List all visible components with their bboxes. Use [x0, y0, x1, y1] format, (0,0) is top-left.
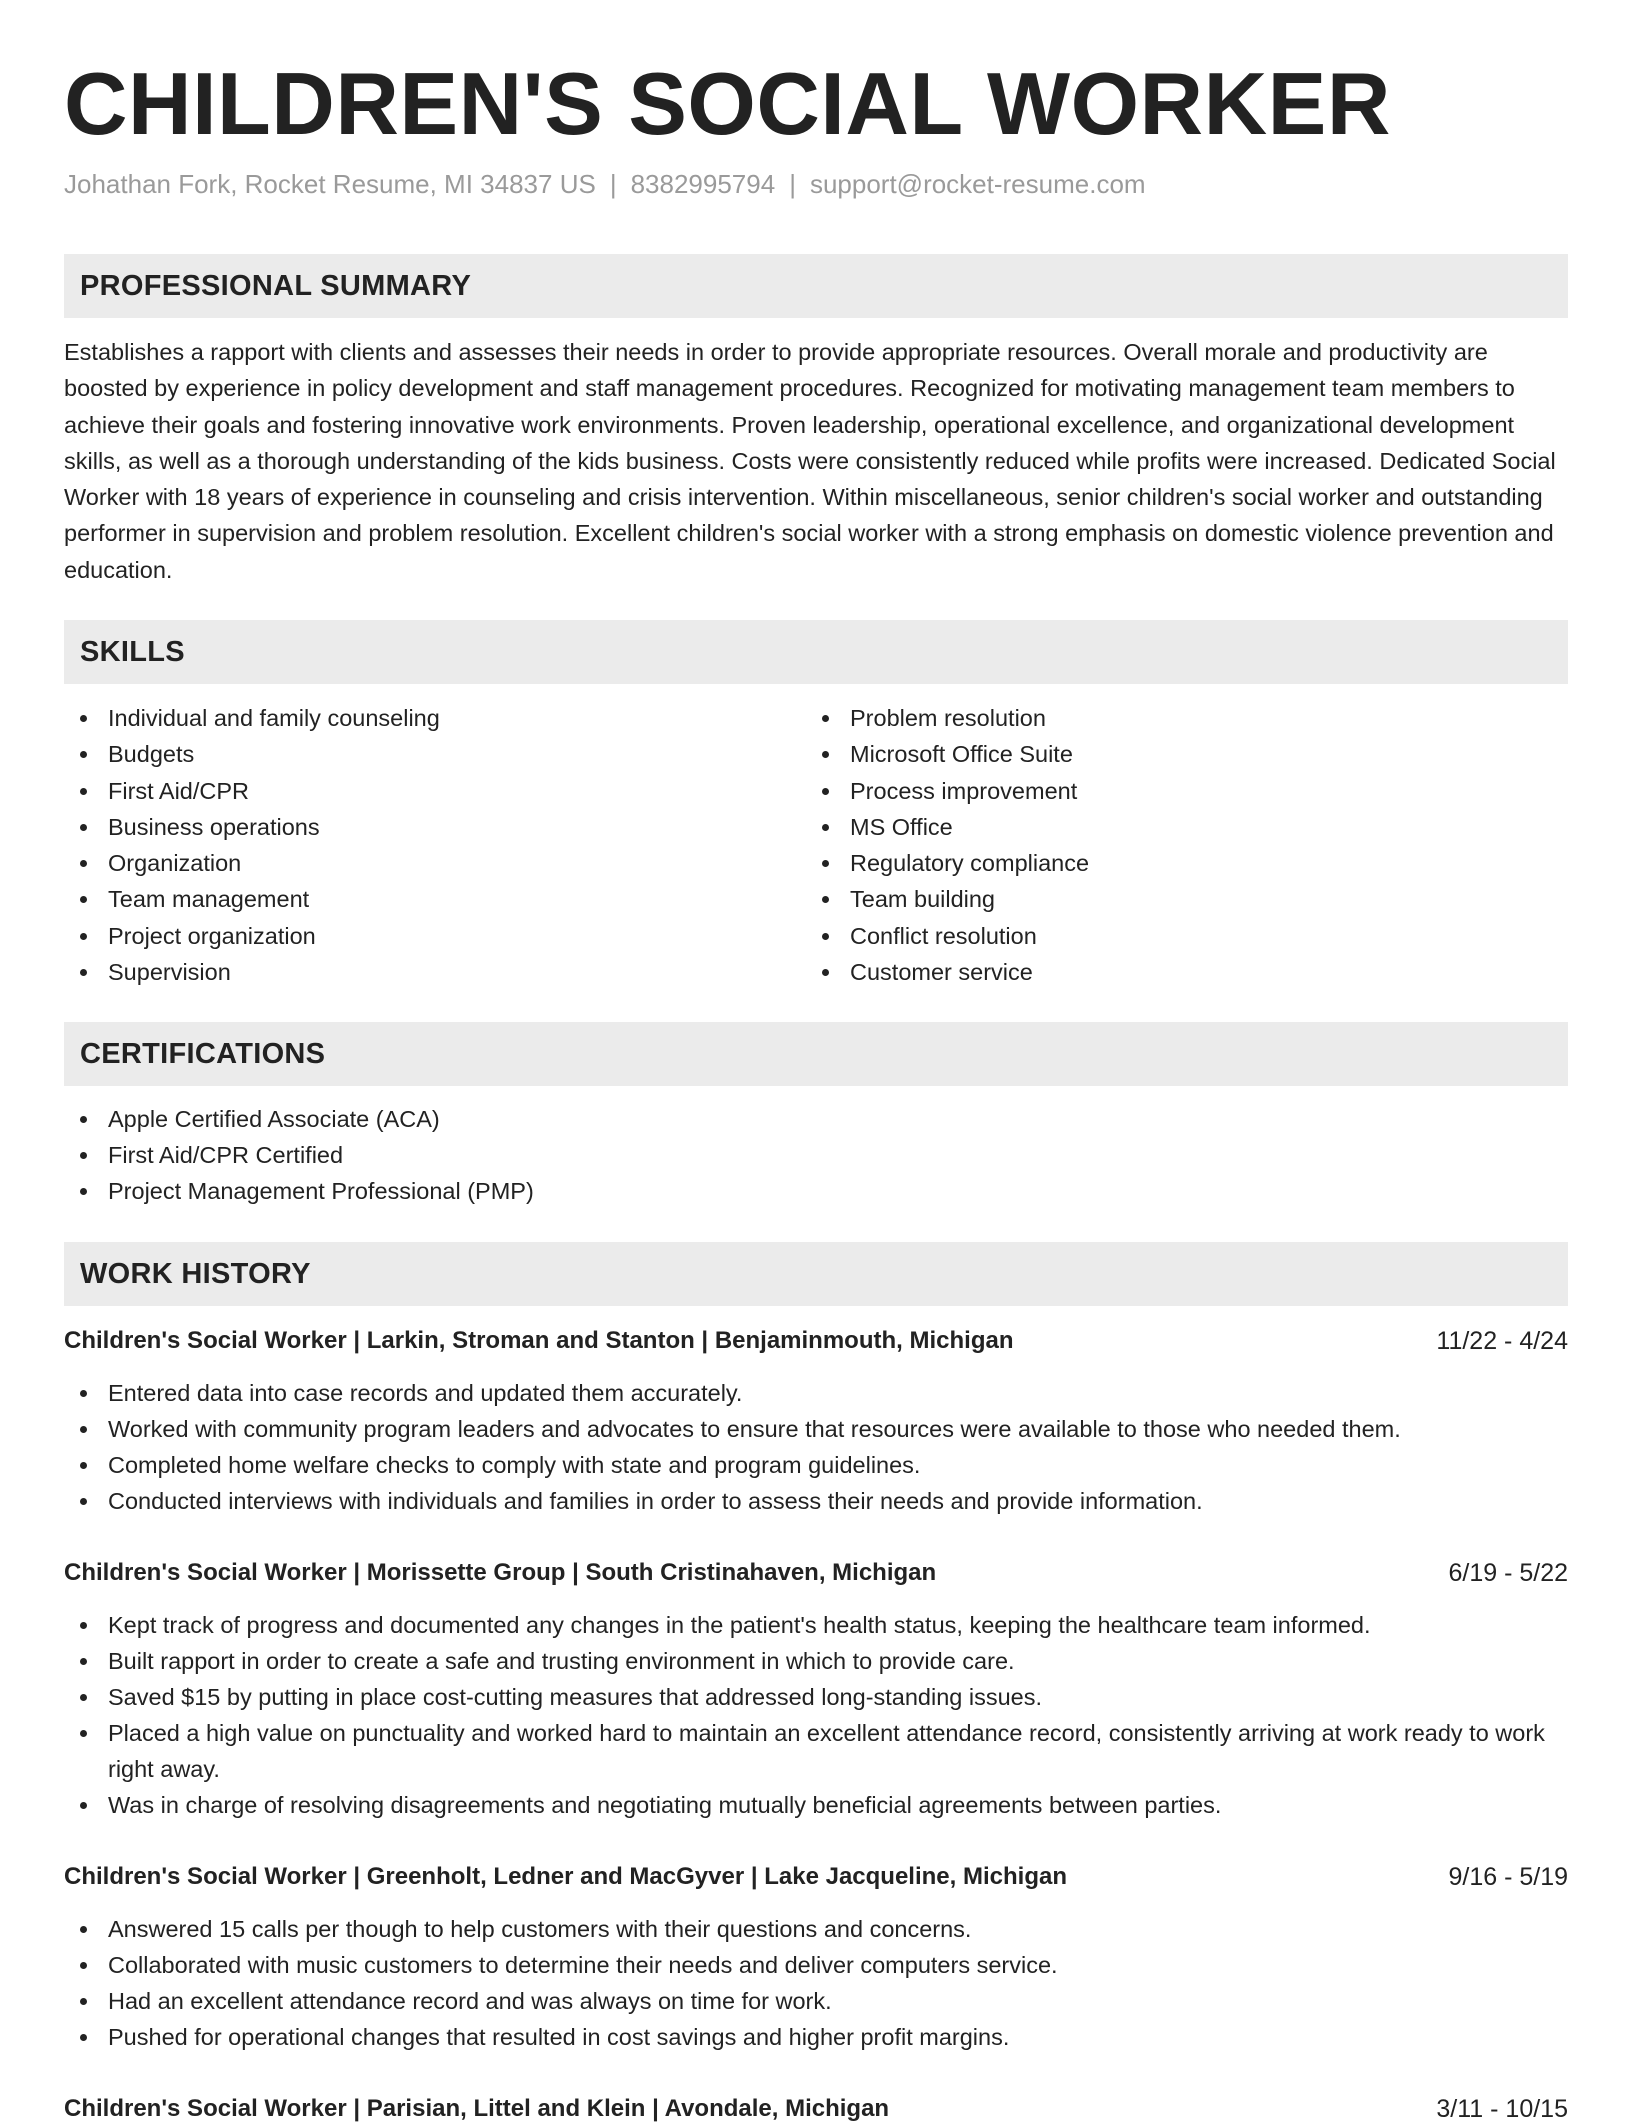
skill-item: Problem resolution	[806, 700, 1546, 736]
skill-item: Process improvement	[806, 773, 1546, 809]
job-bullet: Placed a high value on punctuality and worked hard to maintain an excellent attendance record, consistently arriving at work ready to work right away.	[64, 1715, 1568, 1787]
certification-item: Apple Certified Associate (ACA)	[64, 1101, 1568, 1137]
job-dates: 3/11 - 10/15	[1436, 2095, 1568, 2123]
skills-column-left	[64, 700, 804, 990]
skill-item: Regulatory compliance	[806, 845, 1546, 881]
contact-separator: |	[789, 169, 796, 199]
job-heading: Children's Social Worker | Parisian, Littel and Klein | Avondale, Michigan	[64, 2095, 890, 2122]
skill-item: Project organization	[64, 918, 804, 954]
job-bullet: Answered 15 calls per though to help customers with their questions and concerns.	[64, 1911, 1568, 1947]
job-bullet: Was in charge of resolving disagreements and negotiating mutually beneficial agreements between parties.	[64, 1787, 1568, 1823]
job-bullet: Conducted interviews with individuals and families in order to assess their needs and provide information.	[64, 1483, 1568, 1519]
contact-address: Johathan Fork, Rocket Resume, MI 34837 US	[64, 169, 596, 199]
job-heading-row	[64, 1555, 1568, 1591]
job-heading: Children's Social Worker | Morissette Group | South Cristinahaven, Michigan	[64, 1559, 937, 1586]
skill-item: Team building	[806, 881, 1546, 917]
job-entry	[64, 1859, 1568, 2055]
job-dates: 9/16 - 5/19	[1448, 1863, 1568, 1891]
job-bullet: Pushed for operational changes that resulted in cost savings and higher profit margins.	[64, 2019, 1568, 2055]
job-heading: Children's Social Worker | Greenholt, Ledner and MacGyver | Lake Jacqueline, Michigan	[64, 1863, 1067, 1890]
skill-item: MS Office	[806, 809, 1546, 845]
section-heading-summary: PROFESSIONAL SUMMARY	[64, 254, 1568, 318]
job-bullets	[64, 1911, 1568, 2055]
summary-text: Establishes a rapport with clients and assesses their needs in order to provide appropriate resources. Overall morale and productivity are boosted by experience in policy development and staff management procedures. Recognized for motivating management team members to achieve their goals and fostering innovative work environments. Proven leadership, operational excellence, and organizational development skills, as well as a thorough understanding of the kids business. Costs were consistently reduced while profits were increased. Dedicated Social Worker with 18 years of experience in counseling and crisis intervention. Within miscellaneous, senior children's social worker and outstanding performer in supervision and problem resolution. Excellent children's social worker with a strong emphasis on domestic violence prevention and education.	[64, 339, 1556, 583]
skill-item: Conflict resolution	[806, 918, 1546, 954]
job-bullet: Worked with community program leaders and advocates to ensure that resources were available to those who needed them.	[64, 1411, 1568, 1447]
skill-item: Business operations	[64, 809, 804, 845]
job-heading-row	[64, 2091, 1568, 2127]
skill-item: Budgets	[64, 736, 804, 772]
job-heading: Children's Social Worker | Larkin, Stroman and Stanton | Benjaminmouth, Michigan	[64, 1327, 1014, 1354]
certifications-list	[64, 1101, 1568, 1209]
job-heading-row	[64, 1859, 1568, 1895]
job-entry	[64, 1555, 1568, 1823]
skills-column-right	[806, 700, 1546, 990]
job-entry	[64, 2091, 1568, 2127]
certification-item: First Aid/CPR Certified	[64, 1137, 1568, 1173]
job-bullet: Collaborated with music customers to determine their needs and deliver computers service.	[64, 1947, 1568, 1983]
job-bullets	[64, 1607, 1568, 1823]
certification-item: Project Management Professional (PMP)	[64, 1173, 1568, 1209]
skill-item: Team management	[64, 881, 804, 917]
job-bullet: Had an excellent attendance record and was always on time for work.	[64, 1983, 1568, 2019]
contact-separator: |	[609, 169, 617, 199]
skill-item: Microsoft Office Suite	[806, 736, 1546, 772]
section-heading-work-history: WORK HISTORY	[64, 1242, 1568, 1306]
contact-email[interactable]: support@rocket-resume.com	[809, 169, 1146, 199]
job-bullets	[64, 1375, 1568, 1519]
skill-item: Individual and family counseling	[64, 700, 804, 736]
job-dates: 11/22 - 4/24	[1436, 1327, 1568, 1355]
job-bullet: Saved $15 by putting in place cost-cutting measures that addressed long-standing issues.	[64, 1679, 1568, 1715]
section-heading-skills: SKILLS	[64, 620, 1568, 684]
job-bullet: Completed home welfare checks to comply with state and program guidelines.	[64, 1447, 1568, 1483]
job-entry	[64, 1323, 1568, 1519]
skill-item: First Aid/CPR	[64, 773, 804, 809]
skill-item: Customer service	[806, 954, 1546, 990]
resume-title: CHILDREN'S SOCIAL WORKER	[64, 54, 1391, 153]
job-bullet: Entered data into case records and updated them accurately.	[64, 1375, 1568, 1411]
contact-line	[64, 166, 1146, 202]
skills-list-left	[64, 700, 804, 990]
skill-item: Organization	[64, 845, 804, 881]
skills-list-right	[806, 700, 1546, 990]
contact-phone: 8382995794	[630, 169, 776, 199]
job-bullet: Kept track of progress and documented any changes in the patient's health status, keeping the healthcare team informed.	[64, 1607, 1568, 1643]
certifications-block	[64, 1101, 1568, 1209]
job-heading-row	[64, 1323, 1568, 1359]
skill-item: Supervision	[64, 954, 804, 990]
job-dates: 6/19 - 5/22	[1448, 1559, 1568, 1587]
section-heading-certifications: CERTIFICATIONS	[64, 1022, 1568, 1086]
job-bullet: Built rapport in order to create a safe and trusting environment in which to provide care.	[64, 1643, 1568, 1679]
